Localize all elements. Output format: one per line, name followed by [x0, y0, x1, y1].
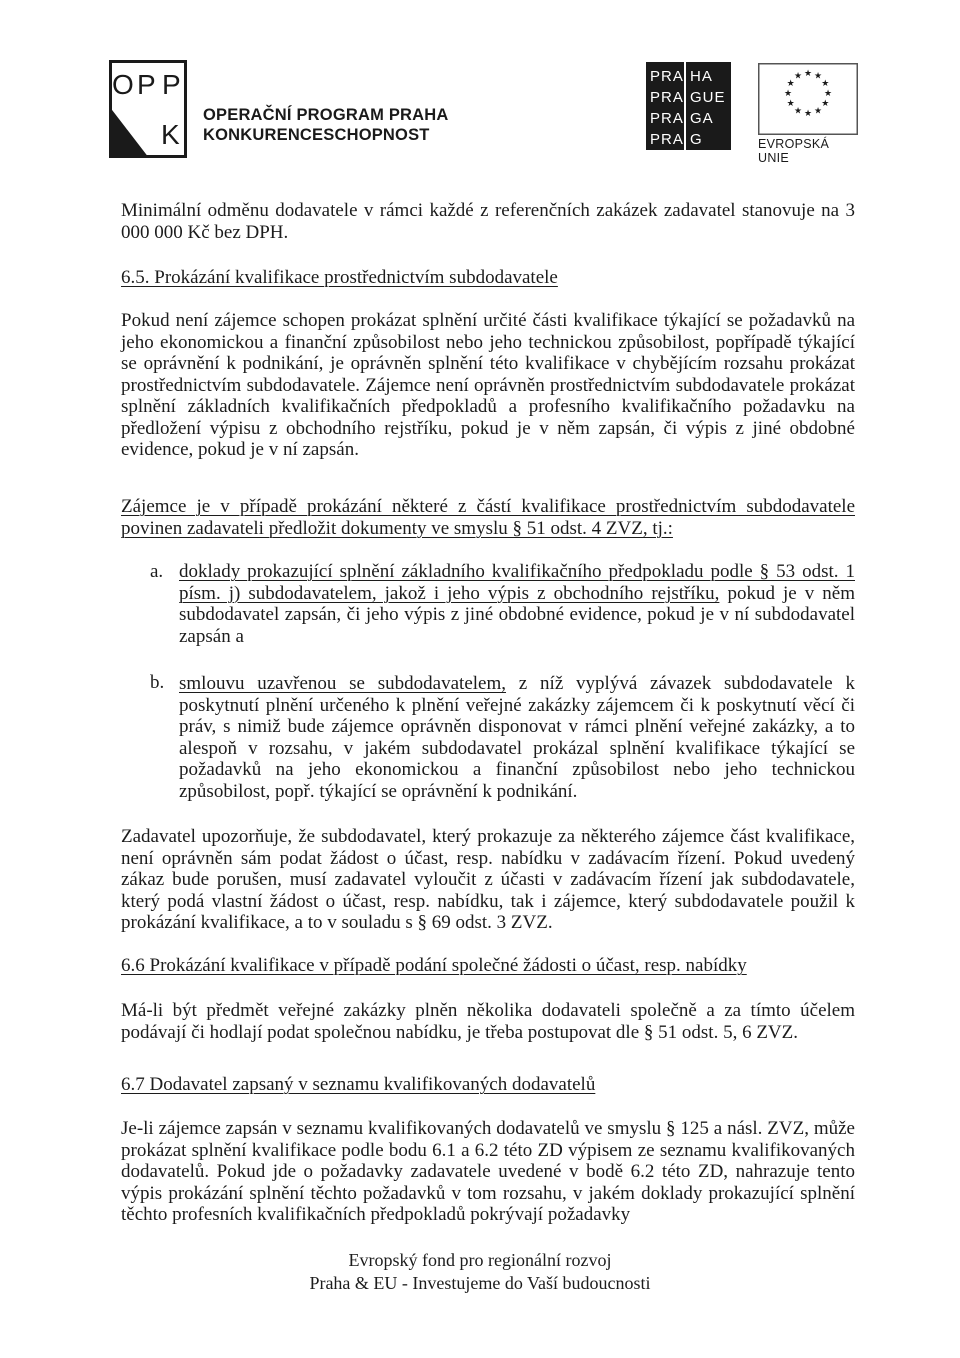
eu-label: EVROPSKÁ UNIE	[758, 137, 830, 165]
praha-logo	[646, 62, 731, 150]
page-header	[0, 0, 960, 170]
praha-cell: PRA	[650, 68, 684, 85]
opp-k-logo	[109, 60, 187, 158]
footer-slogan-line: Praha & EU - Investujeme do Vaší budoucnosti	[309, 1273, 651, 1293]
list-item-a-underlined: doklady prokazující splnění základního kvalifikačního předpokladu podle § 53 odst. 1 písm. j) subdodavatelem, jakož i jeho výpis z obchodního rejstříku,	[179, 561, 855, 604]
praha-cell: PRA	[650, 131, 684, 148]
section-6-7-heading: 6.7 Dodavatel zapsaný v seznamu kvalifikovaných dodavatelů	[121, 1074, 596, 1095]
praha-cell: HA	[690, 68, 713, 85]
eu-star-icon: ★	[783, 89, 793, 99]
paragraph-documents-required: Zájemce je v případě prokázání některé z částí kvalifikace prostřednictvím subdodavatele povinen zadavateli předložit dokumenty ve smyslu § 51 odst. 4 ZVZ, tj.:	[121, 496, 855, 539]
praha-cell: G	[690, 131, 703, 148]
eu-star-icon: ★	[793, 71, 803, 82]
paragraph-minimum-fee: Minimální odměnu dodavatele v rámci každé z referenčních zakázek zadavatel stanovuje na 3 000 000 Kč bez DPH.	[121, 200, 855, 243]
program-line-1: OPERAČNÍ PROGRAM PRAHA	[203, 106, 449, 124]
eu-star-icon: ★	[813, 71, 823, 82]
eu-star-icon: ★	[793, 106, 803, 117]
eu-star-icon: ★	[786, 99, 795, 109]
section-6-5-heading: 6.5. Prokázání kvalifikace prostřednictvím subdodavatele	[121, 267, 558, 288]
eu-star-icon: ★	[823, 89, 833, 99]
opp-letter-k: K	[161, 119, 180, 150]
list-marker-b: b.	[150, 672, 165, 693]
praha-cell: GUE	[690, 89, 726, 106]
paragraph-subcontractor-restriction: Zadavatel upozorňuje, že subdodavatel, který prokazuje za některého zájemce část kvalifikace, není oprávněn sám podat žádost o účast, resp. nabídku v zadávacím řízení. Pokud uvedený zákaz bude porušen, musí zadavatel vyloučit z účasti v zadávacím řízení jak subdodavatele, který podá vlastní žádost o účast, resp. nabídku, tak i zájemce, který subdodavatele použil k prokázání kvalifikace, a to v souladu s § 69 odst. 3 ZVZ.	[121, 826, 855, 933]
list-item-b	[179, 673, 855, 802]
list-item-b-underlined: smlouvu uzavřenou se subdodavatelem,	[179, 673, 507, 694]
paragraph-subcontractor-qualification: Pokud není zájemce schopen prokázat splnění určité části kvalifikace týkající se požadavků na jeho ekonomickou a finanční způsobilost nebo jeho technickou způsobilost, popřípadě týkající se oprávnění k podnikání, je oprávněn splnění této kvalifikace v chybějícím rozsahu prokázat prostřednictvím subdodavatele. Zájemce není oprávněn prostřednictvím subdodavatele prokázat splnění základních kvalifikačních předpokladů a profesního kvalifikačního požadavku na předložení výpisu z obchodního rejstříku, pokud je v něm zapsán, či výpis z jiné obdobné evidence, pokud je v ní zapsán.	[121, 310, 855, 460]
paragraph-qualified-suppliers: Je-li zájemce zapsán v seznamu kvalifikovaných dodavatelů ve smyslu § 125 a násl. ZVZ, může prokázat splnění kvalifikace podle bodu 6.1 a 6.2 této ZD výpisem ze seznamu kvalifikovaných dodavatelů. Pokud jde o požadavky zadavatele uvedené v bodě 6.2 této ZD, nahrazuje tento výpis prokázání splnění těchto požadavků v tom rozsahu, v jakém doklady prokazující splnění těchto profesních kvalifikačních předpokladů pokrývají požadavky	[121, 1118, 855, 1225]
eu-star-icon: ★	[821, 79, 830, 89]
section-6-6-heading: 6.6 Prokázání kvalifikace v případě podání společné žádosti o účast, resp. nabídky	[121, 955, 747, 976]
praha-cell: GA	[690, 110, 714, 127]
opp-letter-p2: P	[162, 69, 181, 100]
eu-star-icon: ★	[803, 69, 813, 79]
page-footer	[0, 1249, 960, 1295]
list-item-a-text: pokud je v něm subdodavatel zapsán, či jeho výpis z jiné obdobné evidence, pokud je v ní subdodavatel zapsán a	[179, 582, 855, 647]
eu-flag-icon	[758, 63, 858, 135]
list-item-a	[179, 561, 855, 647]
paragraph-joint-offer: Má-li být předmět veřejné zakázky plněn několika dodavateli společně a za tímto účelem podávají či hodlají podat společnou nabídku, je třeba postupovat dle § 51 odst. 5, 6 ZVZ.	[121, 1000, 855, 1043]
eu-star-icon: ★	[803, 109, 813, 119]
program-line-2: KONKURENCESCHOPNOST	[203, 126, 430, 144]
eu-star-icon: ★	[821, 99, 830, 109]
opp-letter-p1: P	[137, 69, 156, 100]
praha-cell: PRA	[650, 89, 684, 106]
list-item-b-text: z níž vyplývá závazek subdodavatele k poskytnutí plnění určeného k plnění veřejné zakázky zájemcem či k poskytnutí věcí či práv, s nimiž bude zájemce oprávněn disponovat v rámci plnění veřejné zakázky, a to alespoň v rozsahu, v jakém subdodavatel prokázal splnění kvalifikace týkající se požadavků na jeho ekonomickou a finanční způsobilost nebo jeho technickou způsobilost, popř. týkající se oprávnění k podnikání.	[179, 673, 855, 802]
list-marker-a: a.	[150, 561, 164, 582]
eu-star-icon: ★	[813, 106, 823, 117]
footer-fund-line: Evropský fond pro regionální rozvoj	[348, 1250, 612, 1270]
program-name	[203, 105, 449, 145]
opp-letter-o: O	[112, 69, 134, 100]
eu-star-icon: ★	[786, 79, 795, 89]
praha-cell: PRA	[650, 110, 684, 127]
